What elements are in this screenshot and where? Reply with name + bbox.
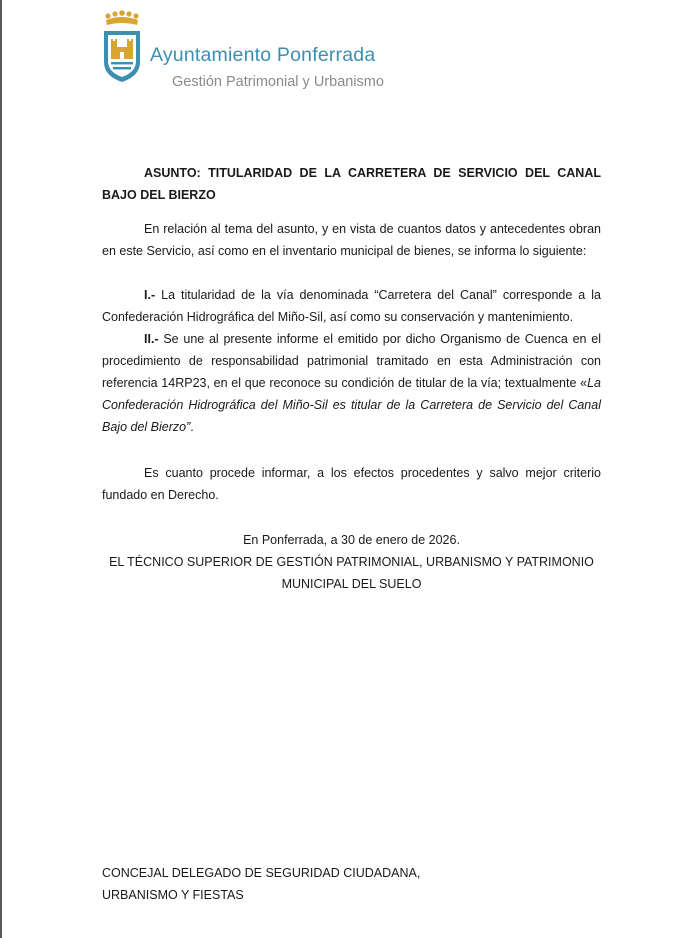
footer-signatory-line1: CONCEJAL DELEGADO DE SEGURIDAD CIUDADANA, <box>102 866 421 880</box>
list-item <box>102 284 601 328</box>
item-text: Se une al presente informe el emitido por dicho Organismo de Cuenca en el procedimiento de responsabilidad patrimonial tramitado en esta Administración con referencia 14RP23, en el que reconoce su condición de titular de la vía; textualmente « <box>102 332 601 390</box>
organization-name: Ayuntamiento Ponferrada <box>150 44 376 66</box>
page-edge-divider <box>0 0 2 938</box>
item-marker: I.- <box>144 288 156 302</box>
list-item <box>102 328 601 438</box>
item-marker: II.- <box>144 332 159 346</box>
subject-line: ASUNTO: TITULARIDAD DE LA CARRETERA DE SERVICIO DEL CANAL BAJO DEL BIERZO <box>102 166 601 202</box>
item-text: La titularidad de la vía denominada “Carretera del Canal” corresponde a la Confederación Hidrográfica del Miño-Sil, así como su conservación y mantenimiento. <box>102 288 601 324</box>
intro-paragraph: En relación al tema del asunto, y en vista de cuantos datos y antecedentes obran en este Servicio, así como en el inventario municipal de bienes, se informa lo siguiente: <box>102 222 601 258</box>
signature-title-line1: EL TÉCNICO SUPERIOR DE GESTIÓN PATRIMONIAL, URBANISMO Y PATRIMONIO <box>109 555 594 569</box>
signature-title-line2: MUNICIPAL DEL SUELO <box>281 577 422 591</box>
closing-paragraph: Es cuanto procede informar, a los efectos procedentes y salvo mejor criterio fundado en Derecho. <box>102 466 601 502</box>
item-quote: La Confederación Hidrográfica del Miño-Sil es titular de la Carretera de Servicio del Canal Bajo del Bierzo” <box>102 376 601 434</box>
letterhead <box>100 10 420 90</box>
signature-place-date: En Ponferrada, a 30 de enero de 2026. <box>243 533 460 547</box>
item-after: . <box>190 420 194 434</box>
footer-signatory-line2: URBANISMO Y FIESTAS <box>102 888 244 902</box>
organization-department: Gestión Patrimonial y Urbanismo <box>172 74 384 90</box>
castle-crest-icon <box>100 10 144 84</box>
